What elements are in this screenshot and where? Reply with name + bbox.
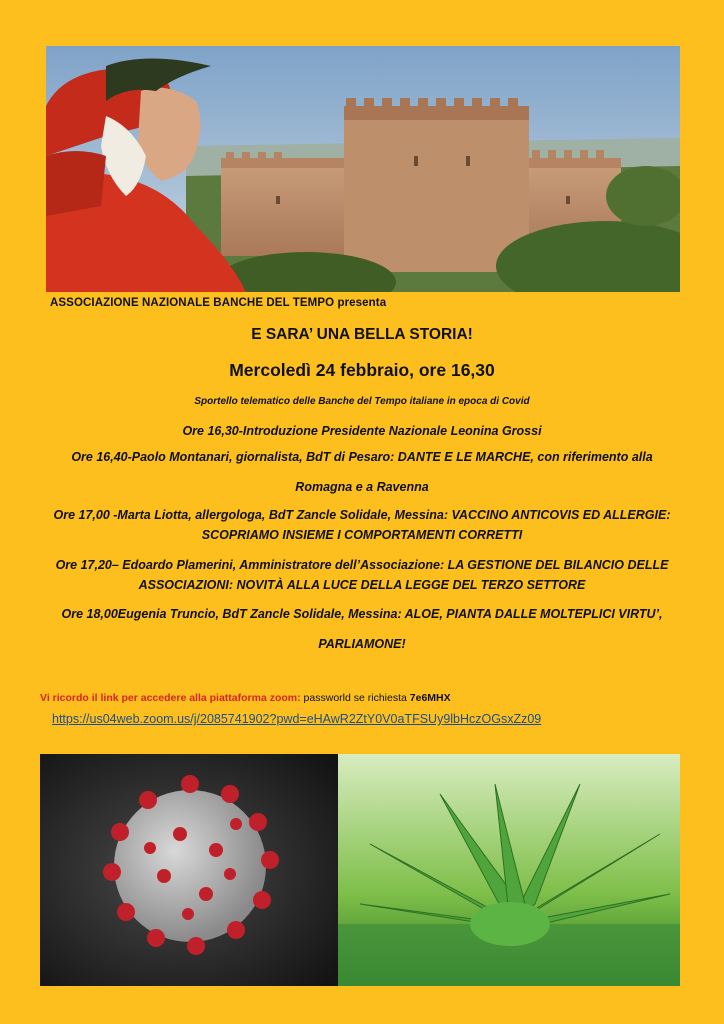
- program-item-truncio: Ore 18,00Eugenia Truncio, BdT Zancle Solidale, Messina: ALOE, PIANTA DALLE MOLTEPLICI VIRTU’,: [61, 607, 663, 621]
- program-item-montanari: Ore 16,40-Paolo Montanari, giornalista, BdT di Pesaro: DANTE E LE MARCHE, con riferimento alla: [71, 450, 653, 464]
- program-item-plamerini-cont: ASSOCIAZIONI: NOVITÀ ALLA LUCE DELLA LEGGE DEL TERZO SETTORE: [138, 578, 586, 592]
- program-item-intro: Ore 16,30-Introduzione Presidente Nazionale Leonina Grossi: [182, 424, 542, 438]
- zoom-password-label: passworld se richiesta: [300, 692, 410, 704]
- zoom-password: 7e6MHX: [409, 692, 451, 704]
- aloe-plant-image: [338, 754, 680, 986]
- hero-banner-image: [46, 46, 680, 292]
- program-item-montanari-cont: Romagna e a Ravenna: [295, 480, 429, 494]
- coronavirus-image: [40, 754, 338, 986]
- zoom-link-label: Vi ricordo il link per accedere alla piattaforma zoom:: [40, 692, 301, 704]
- event-subtitle: Sportello telematico delle Banche del Tempo italiane in epoca di Covid: [194, 396, 530, 407]
- event-date: Mercoledì 24 febbraio, ore 16,30: [229, 360, 495, 380]
- organization-presenter-line: ASSOCIAZIONE NAZIONALE BANCHE DEL TEMPO presenta: [50, 297, 387, 309]
- zoom-meeting-link[interactable]: https://us04web.zoom.us/j/2085741902?pwd=eHAwR2ZtY0V0aTFSUy9lbHczOGsxZz09: [52, 712, 542, 726]
- program-item-liotta: Ore 17,00 -Marta Liotta, allergologa, BdT Zancle Solidale, Messina: VACCINO ANTICOVIS ED ALLERGIE:: [53, 508, 671, 522]
- bottom-photos: [40, 754, 680, 986]
- program-item-truncio-cont: PARLIAMONE!: [318, 637, 406, 651]
- event-title: E SARA’ UNA BELLA STORIA!: [251, 326, 473, 343]
- program-item-plamerini: Ore 17,20– Edoardo Plamerini, Amministratore dell’Associazione: LA GESTIONE DEL BILANCIO DELLE: [55, 558, 669, 572]
- program-item-liotta-cont: SCOPRIAMO INSIEME I COMPORTAMENTI CORRETTI: [201, 528, 523, 542]
- zoom-access-info: [40, 692, 451, 704]
